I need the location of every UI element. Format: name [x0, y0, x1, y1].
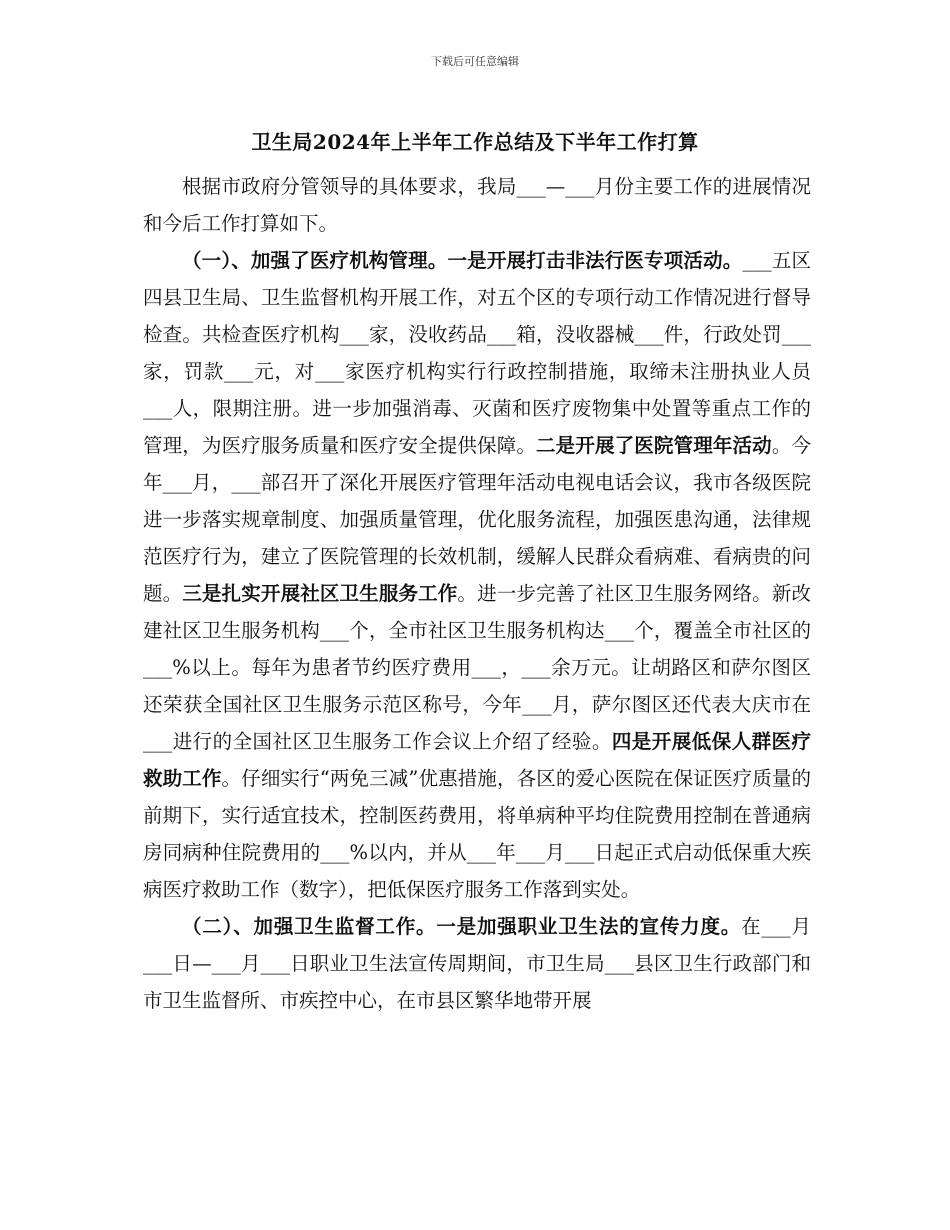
section-one-point-4: 四是开展低保人群医疗救助工作: [143, 730, 811, 790]
section-one-text-3: 。进一步完善了社区卫生服务网络。新改建社区卫生服务机构___个，全市社区卫生服务机构达___个，覆盖全市社区的___%以上。每年为患者节约医疗费用___，___余万元。让胡路区和萨尔图区还荣获全国社区卫生服务示范区称号，今年___月，萨尔图区还代表大庆市在___进行的全国社区卫生服务工作会议上介绍了经验。: [143, 582, 811, 753]
section-one-text-1: ___五区四县卫生局、卫生监督机构开展工作，对五个区的专项行动工作情况进行督导检查。共检查医疗机构___家，没收药品___箱，没收器械___件，行政处罚___家，罚款___元，对___家医疗机构实行行政控制措施，取缔未注册执业人员___人，限期注册。进一步加强消毒、灭菌和医疗废物集中处置等重点工作的管理，为医疗服务质量和医疗安全提供保障。: [143, 249, 811, 457]
section-two-text: 在___月___日—___月___日职业卫生法宣传周期间，市卫生局___县区卫生行政部门和市卫生监督所、市疾控中心，在市县区繁华地带开展: [143, 915, 811, 1012]
section-one-heading: （一）、加强了医疗机构管理。一是开展打击非法行医专项活动。: [182, 249, 743, 272]
section-one-text-2: 。今年___月，___部召开了深化开展医疗管理年活动电视电话会议，我市各级医院进一步落实规章制度、加强质量管理，优化服务流程，加强医患沟通，法律规范医疗行为，建立了医院管理的长效机制，缓解人民群众看病难、看病贵的问题。: [143, 434, 811, 605]
page-header: 下载后可任意编辑: [431, 55, 519, 68]
document-title: 卫生局2024年上半年工作总结及下半年工作打算: [251, 130, 699, 154]
section-one-point-2: 二是开展了医院管理年活动: [536, 434, 772, 457]
section-one-point-3: 三是扎实开展社区卫生服务工作: [182, 582, 458, 605]
document-body: [143, 168, 811, 1019]
intro-paragraph: 根据市政府分管领导的具体要求，我局___—___月份主要工作的进展情况和今后工作打算如下。: [143, 175, 811, 235]
section-one-paragraph: [143, 242, 811, 908]
section-two-paragraph: [143, 908, 811, 1019]
section-one-text-4: 。仔细实行“两免三减”优惠措施，各区的爱心医院在保证医疗质量的前期下，实行适宜技术，控制医药费用，将单病种平均住院费用控制在普通病房同病种住院费用的___%以内，并从___年___月___日起正式启动低保重大疾病医疗救助工作（数字），把低保医疗服务工作落到实处。: [143, 767, 811, 901]
section-two-heading: （二）、加强卫生监督工作。一是加强职业卫生法的宣传力度。: [182, 915, 742, 938]
